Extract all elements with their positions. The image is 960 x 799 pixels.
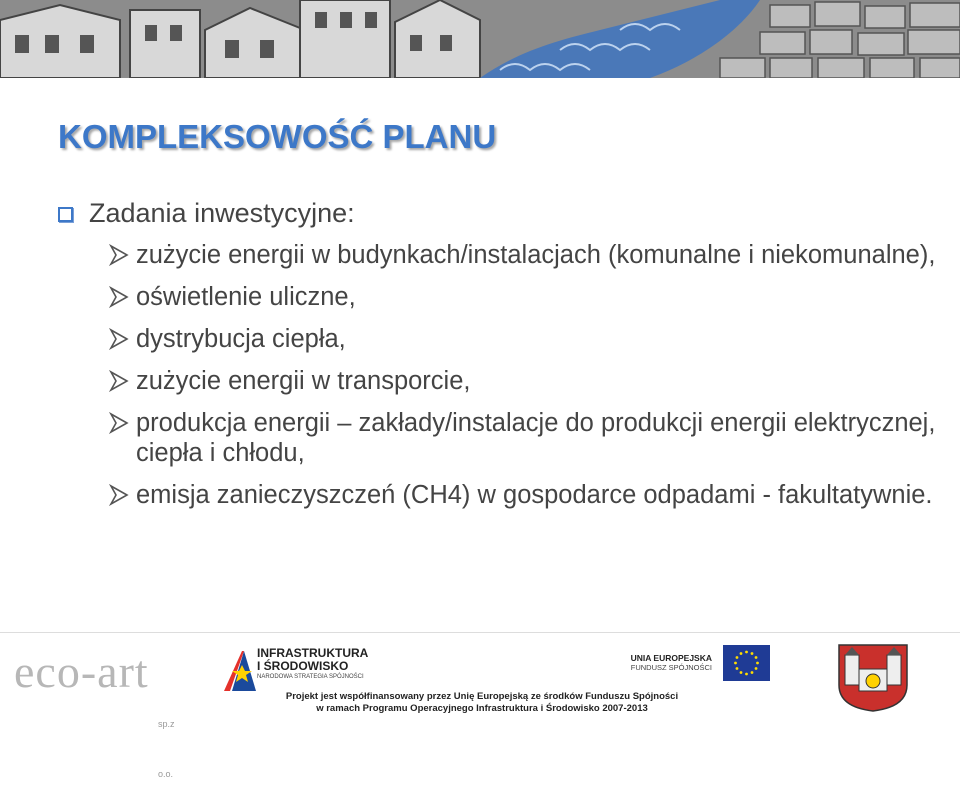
list-item	[108, 324, 938, 354]
arrow-bullet-icon	[108, 328, 130, 350]
bullet-heading	[58, 196, 938, 230]
list-item-text: emisja zanieczyszczeń (CH4) w gospodarce odpadami - fakultatywnie.	[136, 481, 933, 509]
eu-star-icon	[756, 662, 759, 665]
arrow-bullet-icon	[108, 484, 130, 506]
list-item	[108, 240, 938, 270]
project-funding-note	[262, 691, 702, 715]
bullet-heading-text: Zadania inwestycyjne:	[89, 198, 355, 228]
ue-line1: UNIA EUROPEJSKA	[630, 653, 712, 663]
slide-title: KOMPLEKSOWOŚĆ PLANU	[58, 118, 497, 155]
infra-line3: NARODOWA STRATEGIA SPÓJNOŚCI	[257, 674, 364, 680]
eco-art-logo	[14, 646, 175, 779]
eu-star-icon	[755, 667, 758, 670]
list-item-text: produkcja energii – zakłady/instalacje do produkcji energii elektrycznej, ciepła i chłodu,	[136, 409, 936, 467]
list-item	[108, 408, 938, 468]
list-item	[108, 480, 938, 510]
header-banner-image	[0, 0, 960, 78]
eu-star-icon	[755, 656, 758, 659]
eu-star-icon	[751, 652, 754, 655]
footer-logos	[0, 632, 960, 779]
arrow-bullet-icon	[108, 286, 130, 308]
infra-line2: I ŚRODOWISKO	[257, 659, 349, 673]
eco-art-sub: sp.z o.o.	[158, 719, 175, 779]
eu-star-icon	[740, 652, 743, 655]
list-item-text: oświetlenie uliczne,	[136, 283, 356, 311]
list-item-text: dystrybucja ciepła,	[136, 325, 346, 353]
project-line2: w ramach Programu Operacyjnego Infrastruktura i Środowisko 2007-2013	[316, 703, 648, 714]
arrow-bullet-icon	[108, 370, 130, 392]
list-item-text: zużycie energii w transporcie,	[136, 367, 471, 395]
infra-line1: INFRASTRUKTURA	[257, 646, 369, 660]
eu-star-icon	[745, 673, 748, 676]
ue-text	[620, 653, 712, 672]
square-bullet-icon	[58, 207, 73, 222]
eu-star-icon	[736, 656, 739, 659]
slide-content	[58, 196, 938, 522]
infrastruktura-text	[257, 647, 368, 681]
city-crest-icon	[835, 641, 911, 713]
arrow-bullet-icon	[108, 412, 130, 434]
eu-star-icon	[736, 667, 739, 670]
eco-art-logo-text: eco-art	[14, 646, 149, 697]
list-item	[108, 366, 938, 396]
list-item	[108, 282, 938, 312]
eu-flag-icon	[723, 645, 770, 681]
project-line1: Projekt jest współfinansowany przez Unię Europejską ze środków Funduszu Spójności	[285, 691, 679, 702]
arrow-bullet-icon	[108, 244, 130, 266]
list-item-text: zużycie energii w budynkach/instalacjach (komunalne i niekomunalne),	[136, 241, 936, 269]
eu-star-icon	[734, 662, 737, 665]
eu-star-icon	[751, 671, 754, 674]
ue-line2: FUNDUSZ SPÓJNOŚCI	[630, 663, 712, 672]
eu-star-icon	[740, 671, 743, 674]
infrastruktura-logo-icon	[222, 645, 258, 693]
eu-star-icon	[745, 651, 748, 654]
